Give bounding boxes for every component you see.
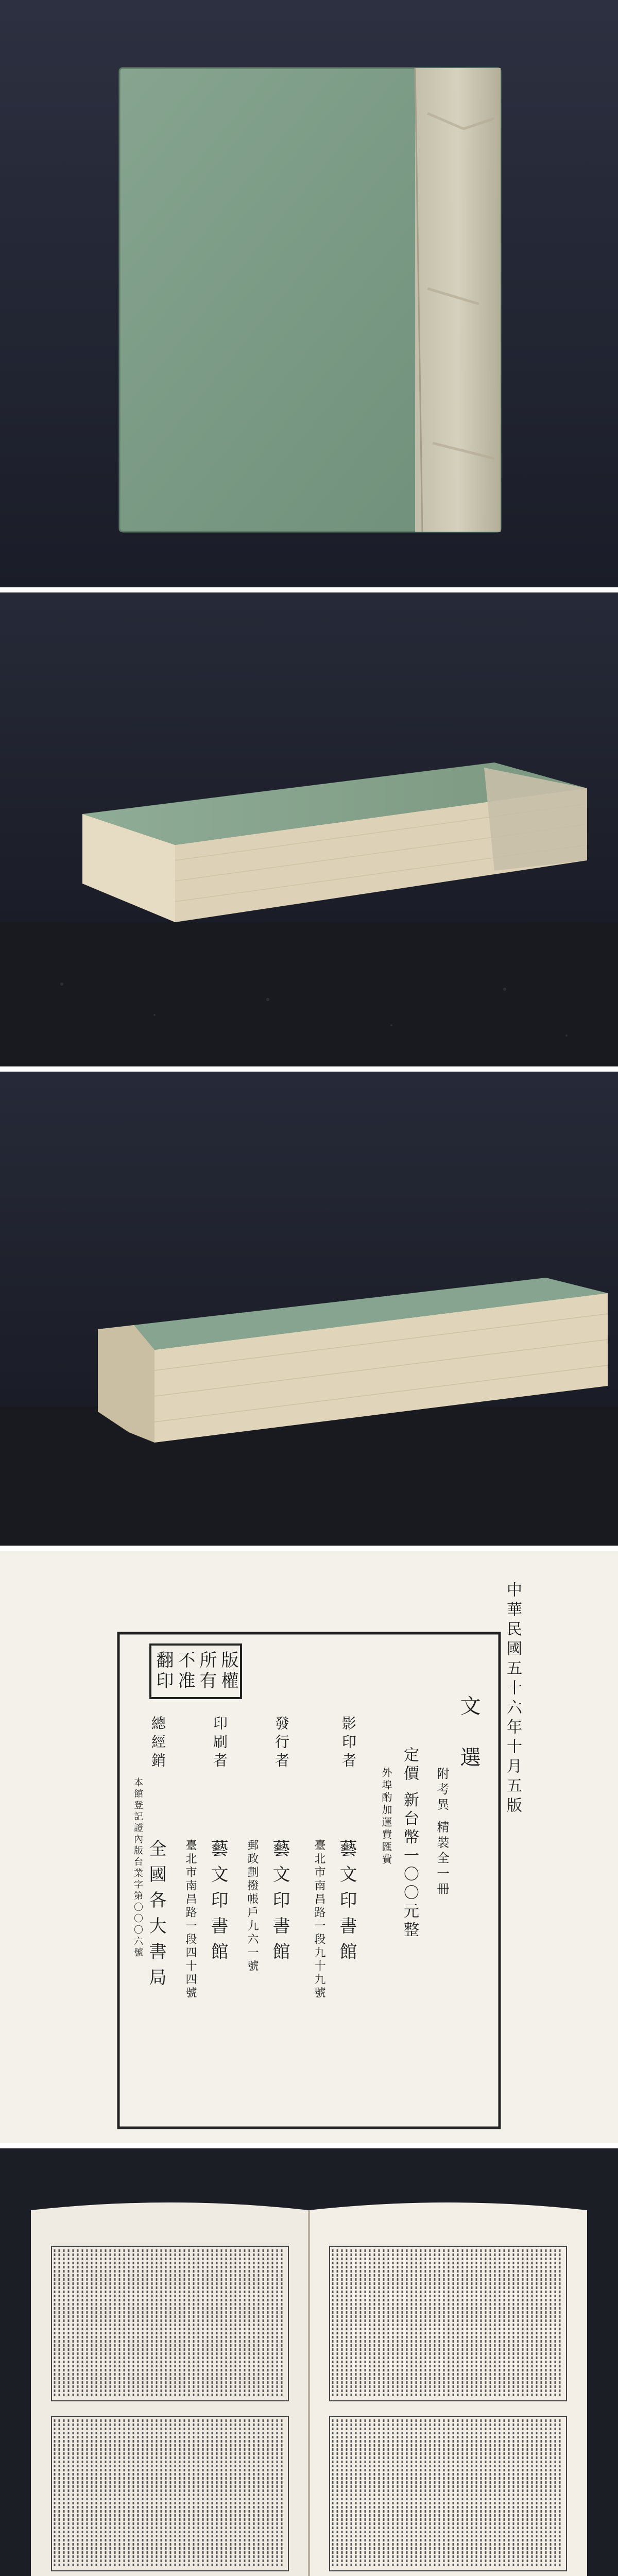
colophon-price-note: 外埠酌加運費匯費 [380,1767,392,1866]
photo-front-cover [0,0,618,587]
role-3-address: 臺北市南昌路一段四十四號 [184,1839,197,2000]
rights-stamp-line-4: 翻印 [153,1651,174,1692]
role-1-name: 藝文印書館 [336,1839,357,1968]
colophon-title: 文選 [457,1695,480,1798]
spread-1-svg [0,2148,618,2576]
photo-open-spread-1 [0,2148,618,2576]
rights-stamp-line-2: 所有 [196,1651,217,1692]
book-cover-front [119,68,501,532]
rights-stamp-line-3: 不准 [175,1651,195,1692]
rights-stamp [149,1643,242,1699]
role-2-address: 郵政劃撥帳戶九六一號 [246,1839,259,1973]
table-surface [0,922,618,1066]
colophon [77,1561,541,2133]
photo-side-view-1 [0,592,618,1066]
role-3-label: 印刷者 [211,1716,228,1771]
photo-side-view-2 [0,1072,618,1546]
photo-colophon-page [0,1551,618,2143]
role-2-label: 發行者 [273,1716,290,1771]
rights-stamp-line-1: 版權 [218,1651,238,1692]
colophon-date: 中華民國五十六年十月五版 [504,1582,522,1817]
open-book-spread-1 [31,2202,587,2576]
role-4-name: 全國各大書局 [146,1839,166,1994]
role-1-label: 影印者 [340,1716,357,1771]
role-1-address: 臺北市南昌路一段九十九號 [313,1839,325,2000]
registration-note: 本館登記證內版台業字第〇〇〇六號 [132,1777,143,1959]
role-2-name: 藝文印書館 [269,1839,290,1968]
colophon-volume-note: 附考異 精裝全一冊 [435,1767,449,1898]
spine-tape [415,68,501,532]
role-3-name: 藝文印書館 [208,1839,228,1968]
colophon-price: 定價 新台幣一〇〇元整 [401,1747,419,1940]
role-4-label: 總經銷 [149,1716,166,1771]
